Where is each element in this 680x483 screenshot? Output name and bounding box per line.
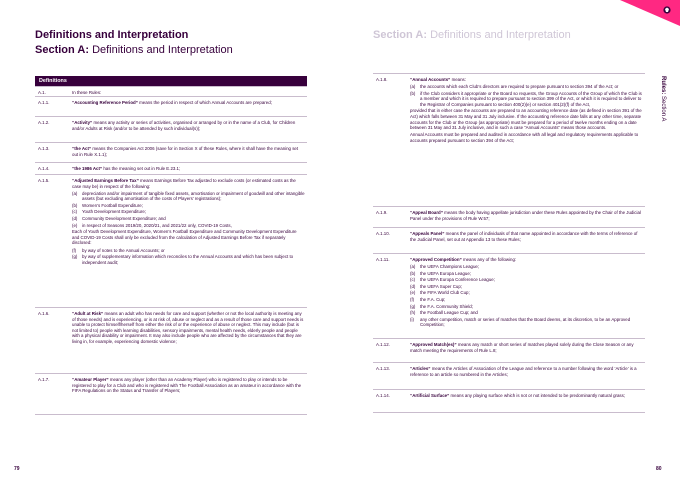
table-row: A.1. In these Rules: xyxy=(35,86,307,97)
left-rows xyxy=(35,86,307,458)
table-row: A.1.2. “Activity” means any activity or series of activities, organised or arranged by or in the name of a Club, for Children and/or Adults at Risk (and/or to be attended by such individual(s)); xyxy=(35,116,307,143)
table-row: A.1.7. “Amateur Player” means any player (other than an Academy Player) who is registered to play or intends to be registered to play for a Club and who is registered with The Football Association as an amateur in accordance with the FIFA Regulations on the Status and Transfer of Players; xyxy=(35,373,307,415)
faded-section-heading: Section A: Definitions and Interpretation xyxy=(373,29,571,41)
table-header: Definitions xyxy=(35,76,307,86)
right-rows xyxy=(373,73,645,463)
page-number-left: 79 xyxy=(14,466,20,472)
list-item: (b) Women’s Football Expenditure; xyxy=(72,202,143,208)
table-row: A.1.10. “Appeals Panel” means the panel of individuals of that name appointed in accordance with the terms of reference of the Judicial Panel, set out at Appendix 13 to these Rules; xyxy=(373,227,645,254)
table-row: A.1.6. “Adult at Risk” means an adult who has needs for care and support (whether or not the local authority is meeting any of those needs) and is experiencing, or is at risk of, abuse or neglect and as a result of those care and support needs is unable to protect himself/herself from either the risk of or the experience of abuse or neglect. This may include (but is not limited to) people with learning disabilities, sensory impairments, mental health needs, elderly people and people with a physical disability or impairment. It may also include people who are affected by the circumstances that they are living in, for example, experiencing domestic violence; xyxy=(35,307,307,374)
list-item: (i) any other competition, match or series of matches that the Board deems, at its discretion, to be an Approved Competition; xyxy=(410,316,631,328)
side-tab: Rules: Section A xyxy=(660,76,666,122)
list-item: (a) depreciation and/or impairment of tangible fixed assets, amortisation or impairment of goodwill and other intangible assets (but excluding amortisation of the costs of Players’ registrations); xyxy=(72,190,305,202)
table-row: A.1.11. “Approved Competition” means any of the following: (a) the UEFA Champions League; (b) the UEFA Europa League; (c) the UEFA Europa Conference League; (d) the UEFA Super Cup; (e) the FIFA World Club Cup; (f) the F.A. Cup; (g) the F.A. Community Shield; (h) the Football League Cup; and (i) any other competition, match or series of matches that the Board deems, at its discretion, to be an Approved Competition; xyxy=(373,253,645,339)
section-heading: Section A: Definitions and Interpretation xyxy=(35,44,233,56)
premier-league-lion-logo-icon xyxy=(663,6,670,13)
list-item: (f) by way of notes to the Annual Accounts; or xyxy=(72,247,165,253)
table-row: A.1.12. “Approved Match(es)” means any match or short series of matches played solely during the Close Season or any match meeting the requirements of Rule L.8; xyxy=(373,338,645,363)
page-title: Definitions and Interpretation xyxy=(35,29,189,41)
list-item: (d) the UEFA Super Cup; xyxy=(410,283,462,289)
list-item: (b) the UEFA Europa League; xyxy=(410,270,472,276)
table-row: A.1.4. “the 1986 Act” has the meaning set out in Rule E.23.1; xyxy=(35,162,307,175)
table-row: A.1.1. “Accounting Reference Period” means the period in respect of which Annual Accounts are prepared; xyxy=(35,96,307,117)
list-item: (a) the UEFA Champions League; xyxy=(410,264,480,270)
table-row: A.1.3. “the Act” means the Companies Act 2006 (save for in Section X of these Rules, where it shall have the meaning set out in Rule X.1.1); xyxy=(35,142,307,163)
list-item: (g) by way of supplementary information which reconciles to the Annual Accounts and which has been subject to independent audit; xyxy=(72,254,294,265)
table-row: A.1.9. “Appeal Board” means the body having appellate jurisdiction under these Rules appointed by the Chair of the Judicial Panel under the provisions of Rule W.57; xyxy=(373,206,645,228)
list-item: (b) if the Club considers it appropriate or the Board so requests, the Group Accounts of the Group of which the Club is a member and which it is required to prepare pursuant to section 399 of the Act, or which it is required to deliver to the Registrar of Companies pursuant to section 400(2)(e) or section 401(2)(f) of the Act, xyxy=(410,90,642,107)
list-item: (c) the UEFA Europa Conference League; xyxy=(410,277,495,283)
list-item: (h) the Football League Cup; and xyxy=(410,310,478,316)
table-row: A.1.13. “Articles” means the Articles of Association of the League and reference to a number following the word ‘Article’ is a reference to an article so numbered in the Articles; xyxy=(373,362,645,390)
definitions-table-left xyxy=(35,76,307,86)
list-item: (g) the F.A. Community Shield; xyxy=(410,303,473,309)
pink-corner-tab-icon xyxy=(620,0,680,30)
list-item: (e) the FIFA World Club Cup; xyxy=(410,290,470,296)
list-item: (d) Community Development Expenditure; and xyxy=(72,216,166,222)
table-row: A.1.8. “Annual Accounts” means: (a) the accounts which each Club’s directors are required to prepare pursuant to section 394 of the Act; or (b) if the Club considers it appropriate or the Board so requests, the Group Accounts of the Group of which the Club is a member and which it is required to prepare pursuant to section 399 of the Act, or which it is required to deliver to the Registrar of Companies pursuant to section 400(2)(e) or section 401(2)(f) of the Act, provided that in either case the accounts are prepared to an accounting reference date (as defined in section 391 of the Act) which falls between 31 May and 31 July inclusive. If the accounting reference date falls at any other time, separate accounts for the Club or the Group (as appropriate) must be prepared for a period of twelve months ending on a date between 31 May and 31 July inclusive, and in such a case “Annual Accounts” means those accounts. Annual Accounts must be prepared and audited in accordance with all legal and regulatory requirements applicable to accounts prepared pursuant to section 394 of the Act; xyxy=(373,73,645,207)
list-item: (a) the accounts which each Club’s directors are required to prepare pursuant to section 394 of the Act; or xyxy=(410,84,619,90)
list-item: (f) the F.A. Cup; xyxy=(410,297,446,303)
table-row: A.1.5. “Adjusted Earnings Before Tax” means Earnings Before Tax adjusted to exclude costs (or estimated costs as the case may be) in respect of the following: (a) depreciation and/or impairment of tangible fixed assets, amortisation or impairment of goodwill and other intangible assets (but excluding amortisation of the costs of Players’ registrations); (b) Women’s Football Expenditure; (c) Youth Development Expenditure; (d) Community Development Expenditure; and (e) in respect of Seasons 2019/20, 2020/21, and 2021/22 only, COVID-19 Costs, Each of Youth Development Expenditure, Women’s Football Expenditure and Community Development Expenditure and COVID-19 Costs shall only be excluded from the calculation of Adjusted Earnings Before Tax if separately disclosed: (f) by way of notes to the Annual Accounts; or (g) by way of supplementary information which reconciles to the Annual Accounts and which has been subject to independent audit; xyxy=(35,174,307,308)
list-item: (e) in respect of Seasons 2019/20, 2020/21, and 2021/22 only, COVID-19 Costs, xyxy=(72,222,232,228)
page-number-right: 80 xyxy=(656,466,662,472)
list-item: (c) Youth Development Expenditure; xyxy=(72,209,147,215)
table-row: A.1.14. “Artificial Surface” means any playing surface which is not or not intended to be predominantly natural grass; xyxy=(373,389,645,413)
